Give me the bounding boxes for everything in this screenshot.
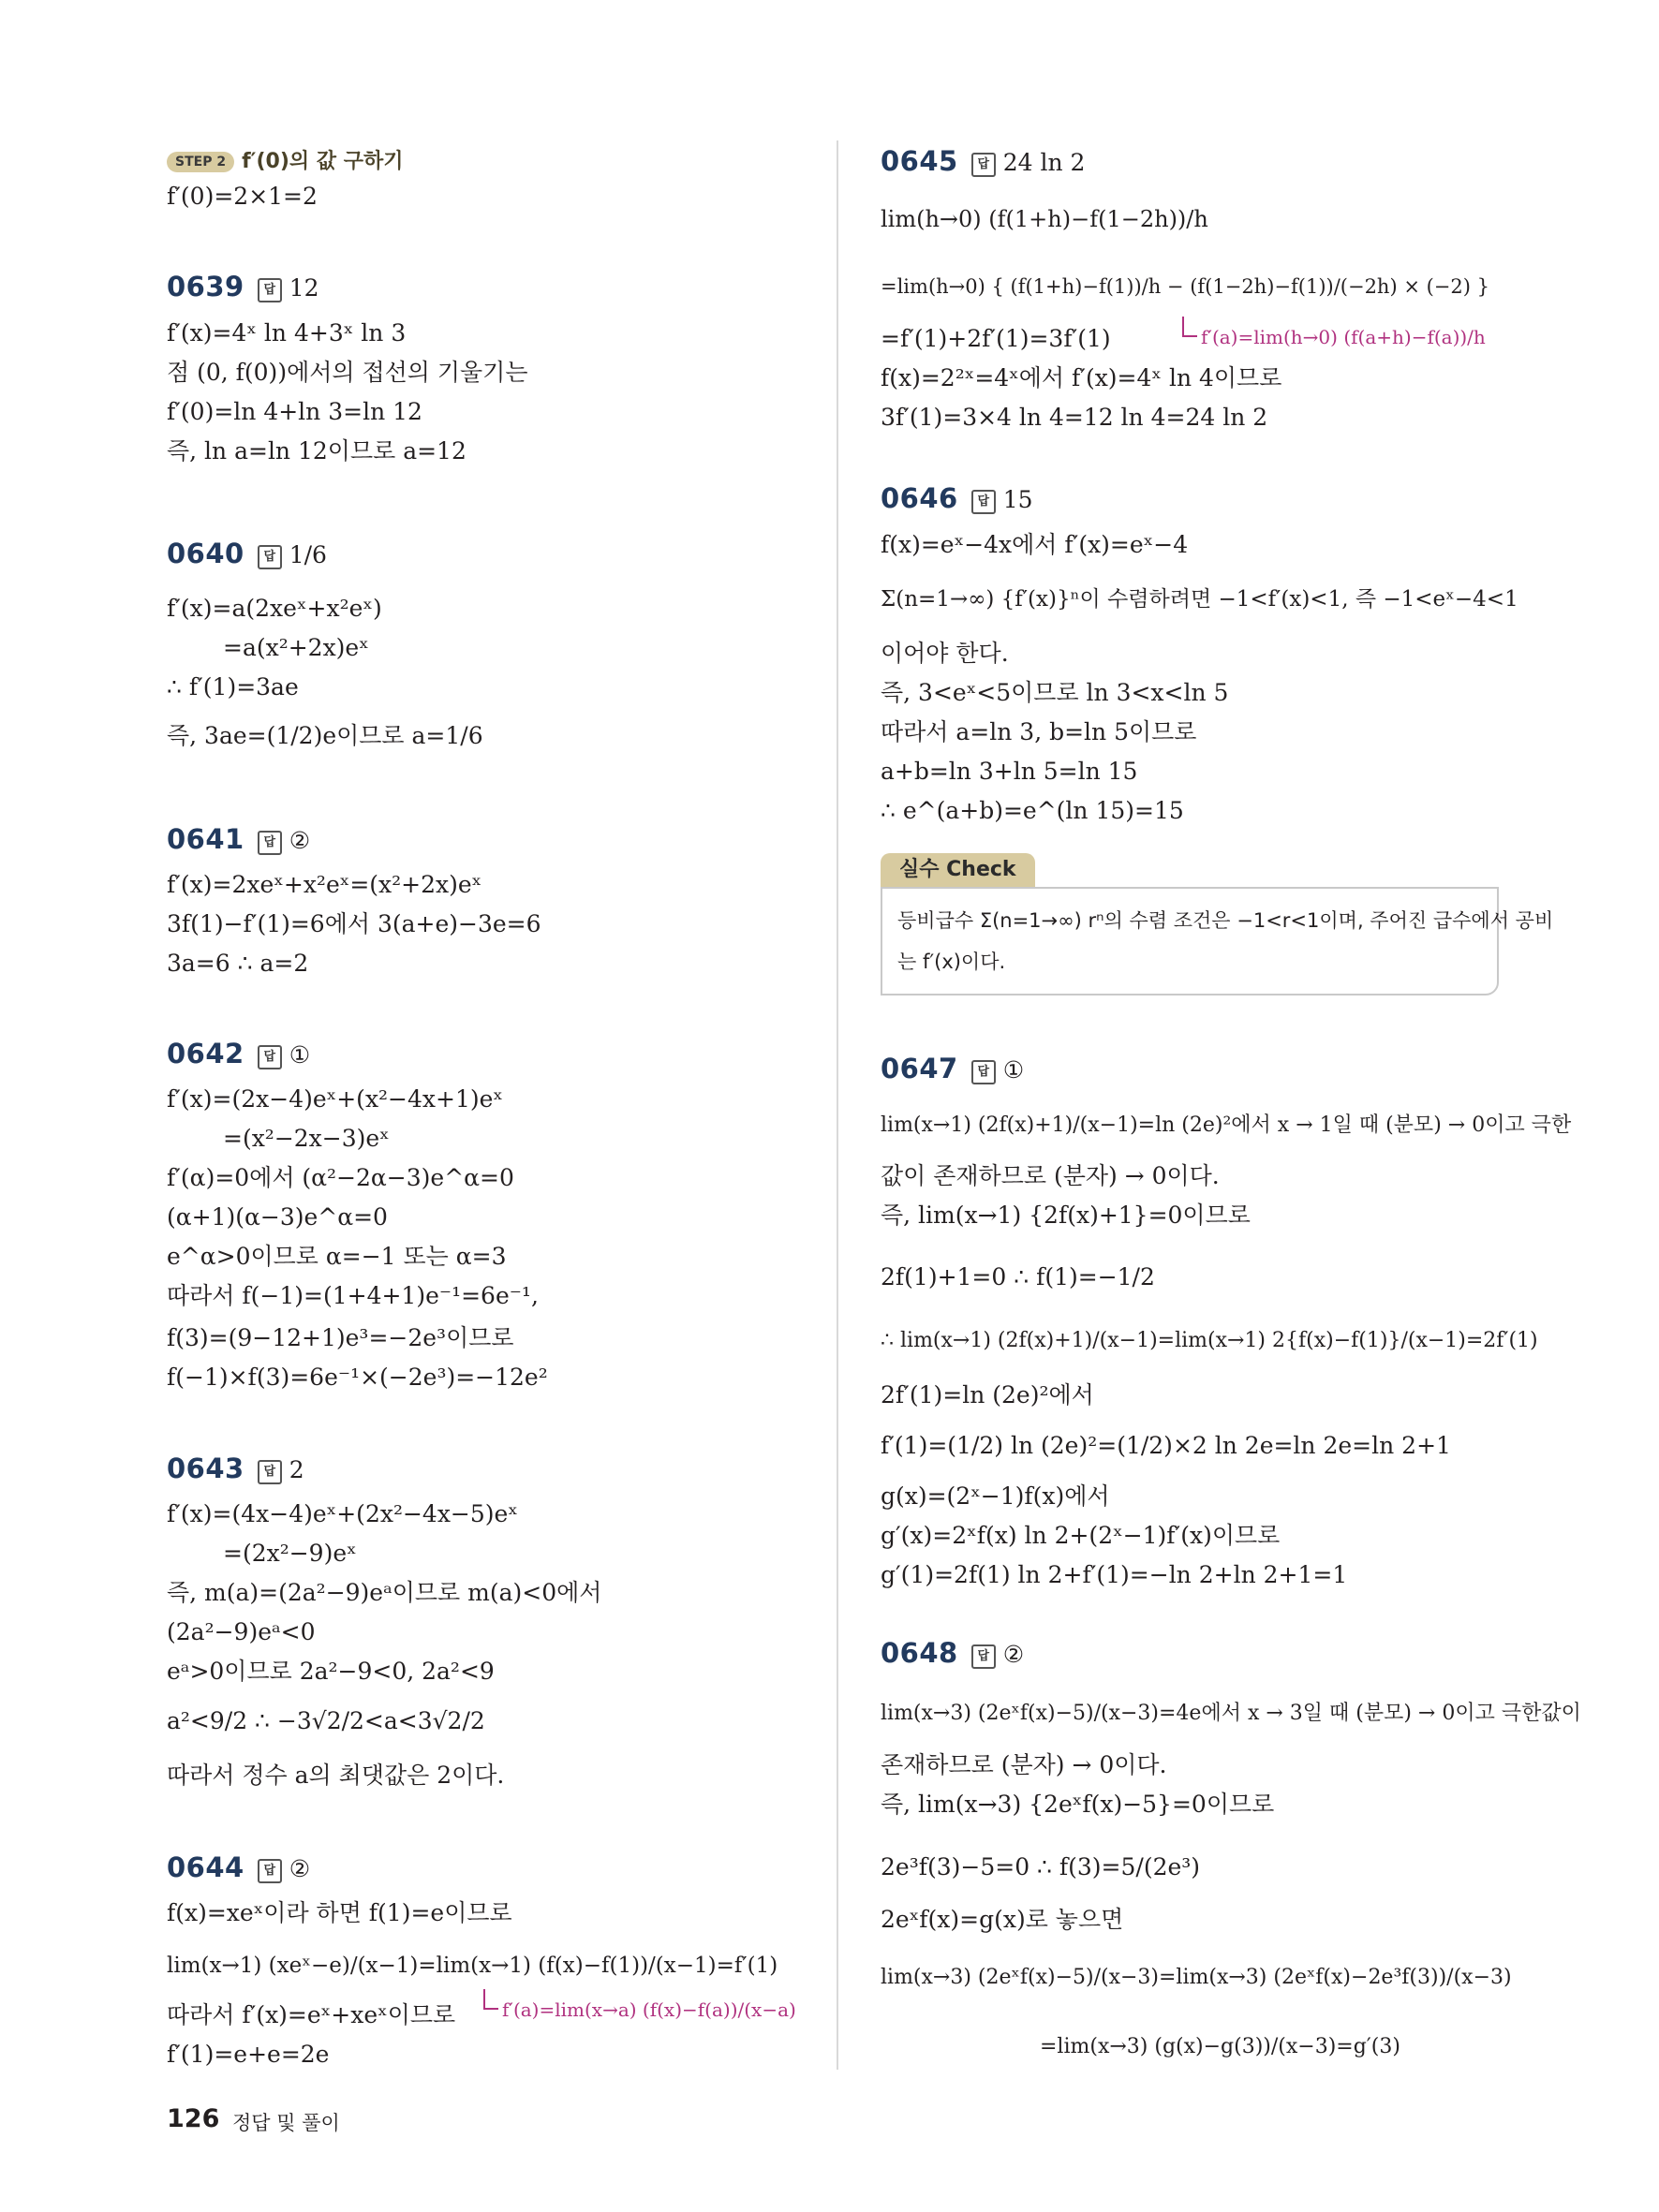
problem-answer: 1/6 <box>289 541 327 568</box>
answer-icon: 답 <box>971 153 996 177</box>
definition-note: f′(a)=lim(h→0) (f(a+h)−f(a))/h <box>1201 326 1486 348</box>
solution-line: f(3)=(9−12+1)e³=−2e³이므로 <box>167 1324 514 1351</box>
problem-number: 0645 <box>881 145 958 177</box>
solution-line: 3f′(1)=3×4 ln 4=12 ln 4=24 ln 2 <box>881 404 1268 431</box>
answer-icon: 답 <box>258 831 282 855</box>
solution-line: =lim(x→3) (g(x)−g(3))/(x−3)=g′(3) <box>1040 2035 1400 2058</box>
solution-line: g′(x)=2ˣf(x) ln 2+(2ˣ−1)f′(x)이므로 <box>881 1522 1281 1549</box>
column-divider <box>837 140 838 2070</box>
solution-line: (2a²−9)eᵃ<0 <box>167 1618 316 1645</box>
solution-line: 따라서 정수 a의 최댓값은 2이다. <box>167 1762 505 1789</box>
solution-line: 즉, lim(x→3) {2eˣf(x)−5}=0이므로 <box>881 1791 1275 1818</box>
solution-line: f′(x)=2xeˣ+x²eˣ=(x²+2x)eˣ <box>167 871 482 898</box>
problem-answer: 24 ln 2 <box>1002 149 1086 176</box>
solution-line: 즉, m(a)=(2a²−9)eᵃ이므로 m(a)<0에서 <box>167 1579 602 1606</box>
solution-line: f′(0)=ln 4+ln 3=ln 12 <box>167 398 422 425</box>
solution-line: ∴ f′(1)=3ae <box>167 673 299 700</box>
solution-line: =lim(h→0) { (f(1+h)−f(1))/h − (f(1−2h)−f(1))/(−2h) × (−2) } <box>881 275 1489 298</box>
solution-line: =f′(1)+2f′(1)=3f′(1) <box>881 325 1111 352</box>
solution-line: f′(x)=(2x−4)eˣ+(x²−4x+1)eˣ <box>167 1085 504 1113</box>
solution-line: f′(x)=(4x−4)eˣ+(2x²−4x−5)eˣ <box>167 1500 518 1527</box>
problem-answer: ② <box>1002 1641 1025 1668</box>
solution-line: f′(x)=a(2xeˣ+x²eˣ) <box>167 595 382 622</box>
solution-line: lim(x→3) (2eˣf(x)−5)/(x−3)=4e에서 x → 3일 때 (분모) → 0이고 극한값이 <box>881 1702 1581 1725</box>
problem-header <box>167 1852 310 1884</box>
solution-line: lim(x→3) (2eˣf(x)−5)/(x−3)=lim(x→3) (2eˣf(x)−2e³f(3))/(x−3) <box>881 1966 1512 1989</box>
solution-line: a²<9/2 ∴ −3√2/2<a<3√2/2 <box>167 1707 485 1734</box>
problem-header <box>167 824 310 856</box>
problem-number: 0640 <box>167 538 244 569</box>
solution-line: f′(α)=0에서 (α²−2α−3)e^α=0 <box>167 1164 514 1191</box>
check-title: 실수 Check <box>881 853 1035 887</box>
solution-line: 2f′(1)=ln (2e)²에서 <box>881 1381 1094 1408</box>
step2-line: f′(0)=2×1=2 <box>167 183 318 210</box>
solution-line: ∴ e^(a+b)=e^(ln 15)=15 <box>881 797 1184 824</box>
note-connector <box>1182 317 1197 337</box>
solution-line: =(2x²−9)eˣ <box>223 1540 357 1567</box>
solution-line: =a(x²+2x)eˣ <box>223 634 369 661</box>
solution-line: f(x)=xeˣ이라 하면 f(1)=e이므로 <box>167 1899 512 1926</box>
solution-line: 이어야 한다. <box>881 640 1009 667</box>
solution-line: a+b=ln 3+ln 5=ln 15 <box>881 758 1138 785</box>
solution-line: lim(x→1) (xeˣ−e)/(x−1)=lim(x→1) (f(x)−f(1))/(x−1)=f′(1) <box>167 1954 778 1978</box>
problem-header <box>881 483 1033 515</box>
problem-number: 0648 <box>881 1637 958 1669</box>
solution-line: g′(1)=2f(1) ln 2+f′(1)=−ln 2+ln 2+1=1 <box>881 1561 1348 1588</box>
footer-label: 정답 및 풀이 <box>232 2112 340 2134</box>
solution-line: eᵃ>0이므로 2a²−9<0, 2a²<9 <box>167 1658 495 1685</box>
problem-header <box>881 1638 1024 1670</box>
solution-line: Σ(n=1→∞) {f′(x)}ⁿ이 수렴하려면 −1<f′(x)<1, 즉 −1<eˣ−4<1 <box>881 587 1518 612</box>
solution-line: 2f(1)+1=0 ∴ f(1)=−1/2 <box>881 1263 1155 1290</box>
solution-line: 따라서 a=ln 3, b=ln 5이므로 <box>881 718 1197 745</box>
solution-line: =(x²−2x−3)eˣ <box>223 1125 390 1152</box>
solution-line: lim(x→1) (2f(x)+1)/(x−1)=ln (2e)²에서 x → 1일 때 (분모) → 0이고 극한 <box>881 1113 1572 1137</box>
problem-number: 0646 <box>881 482 958 514</box>
solution-line: f′(1)=e+e=2e <box>167 2041 330 2068</box>
problem-number: 0643 <box>167 1453 244 1484</box>
problem-header <box>167 272 319 303</box>
solution-line: g(x)=(2ˣ−1)f(x)에서 <box>881 1482 1110 1510</box>
answer-icon: 답 <box>971 490 996 514</box>
answer-icon: 답 <box>258 278 282 302</box>
problem-header <box>167 1039 310 1070</box>
problem-header <box>881 1054 1024 1085</box>
problem-answer: 15 <box>1002 486 1033 513</box>
solution-line: f′(1)=(1/2) ln (2e)²=(1/2)×2 ln 2e=ln 2e=ln 2+1 <box>881 1432 1451 1459</box>
solution-line: f(x)=eˣ−4x에서 f′(x)=eˣ−4 <box>881 531 1189 558</box>
solution-line: 2e³f(3)−5=0 ∴ f(3)=5/(2e³) <box>881 1853 1201 1880</box>
solution-line: e^α>0이므로 α=−1 또는 α=3 <box>167 1243 507 1270</box>
solution-line: 즉, ln a=ln 12이므로 a=12 <box>167 437 467 465</box>
check-box <box>881 887 1554 995</box>
step2-badge: STEP 2 <box>167 152 234 172</box>
problem-answer: ① <box>1002 1056 1025 1084</box>
step2-title: f′(0)의 값 구하기 <box>242 149 404 173</box>
problem-answer: 12 <box>289 274 319 302</box>
solution-line: ∴ lim(x→1) (2f(x)+1)/(x−1)=lim(x→1) 2{f(x)−f(1)}/(x−1)=2f′(1) <box>881 1329 1538 1352</box>
solution-line: 3a=6 ∴ a=2 <box>167 950 309 977</box>
problem-answer: ② <box>289 827 311 854</box>
problem-number: 0642 <box>167 1038 244 1069</box>
answer-icon: 답 <box>971 1644 996 1669</box>
solution-line: f(−1)×f(3)=6e⁻¹×(−2e³)=−12e² <box>167 1364 548 1391</box>
problem-answer: 2 <box>289 1456 304 1483</box>
solution-line: 즉, lim(x→1) {2f(x)+1}=0이므로 <box>881 1202 1251 1229</box>
solution-line: 따라서 f′(x)=eˣ+xeˣ이므로 <box>167 2001 456 2028</box>
problem-answer: ① <box>289 1041 311 1069</box>
check-line: 등비급수 Σ(n=1→∞) rⁿ의 수렴 조건은 −1<r<1이며, 주어진 급수에서 공비 <box>897 909 1554 932</box>
solution-line: f′(x)=4ˣ ln 4+3ˣ ln 3 <box>167 319 407 347</box>
solution-line: 3f(1)−f′(1)=6에서 3(a+e)−3e=6 <box>167 910 541 937</box>
solution-line: lim(h→0) (f(1+h)−f(1−2h))/h <box>881 206 1208 232</box>
solution-line: (α+1)(α−3)e^α=0 <box>167 1203 388 1231</box>
solution-line: 2eˣf(x)=g(x)로 놓으면 <box>881 1906 1124 1933</box>
problem-header <box>881 146 1085 178</box>
problem-answer: ② <box>289 1855 311 1882</box>
solution-line: f(x)=2²ˣ=4ˣ에서 f′(x)=4ˣ ln 4이므로 <box>881 364 1282 391</box>
problem-header <box>167 538 327 570</box>
answer-icon: 답 <box>258 1460 282 1484</box>
answer-icon: 답 <box>258 545 282 569</box>
solution-line: 따라서 f(−1)=(1+4+1)e⁻¹=6e⁻¹, <box>167 1282 539 1309</box>
solution-line: 점 (0, f(0))에서의 접선의 기울기는 <box>167 359 528 386</box>
problem-number: 0639 <box>167 271 244 302</box>
definition-note: f′(a)=lim(x→a) (f(x)−f(a))/(x−a) <box>502 1998 796 2021</box>
problem-number: 0644 <box>167 1851 244 1883</box>
problem-number: 0641 <box>167 823 244 855</box>
solution-line: 존재하므로 (분자) → 0이다. <box>881 1751 1167 1778</box>
page-number: 126 <box>167 2104 220 2133</box>
step2-heading <box>167 145 403 177</box>
answer-icon: 답 <box>258 1045 282 1069</box>
check-line: 는 f′(x)이다. <box>897 951 1006 973</box>
note-connector <box>483 1989 498 2010</box>
problem-header <box>167 1453 304 1485</box>
solution-line: 즉, 3ae=(1/2)e이므로 a=1/6 <box>167 722 483 749</box>
solution-line: 즉, 3<eˣ<5이므로 ln 3<x<ln 5 <box>881 679 1229 706</box>
solution-line: 값이 존재하므로 (분자) → 0이다. <box>881 1162 1220 1189</box>
answer-icon: 답 <box>258 1859 282 1883</box>
problem-number: 0647 <box>881 1053 958 1084</box>
answer-icon: 답 <box>971 1060 996 1084</box>
